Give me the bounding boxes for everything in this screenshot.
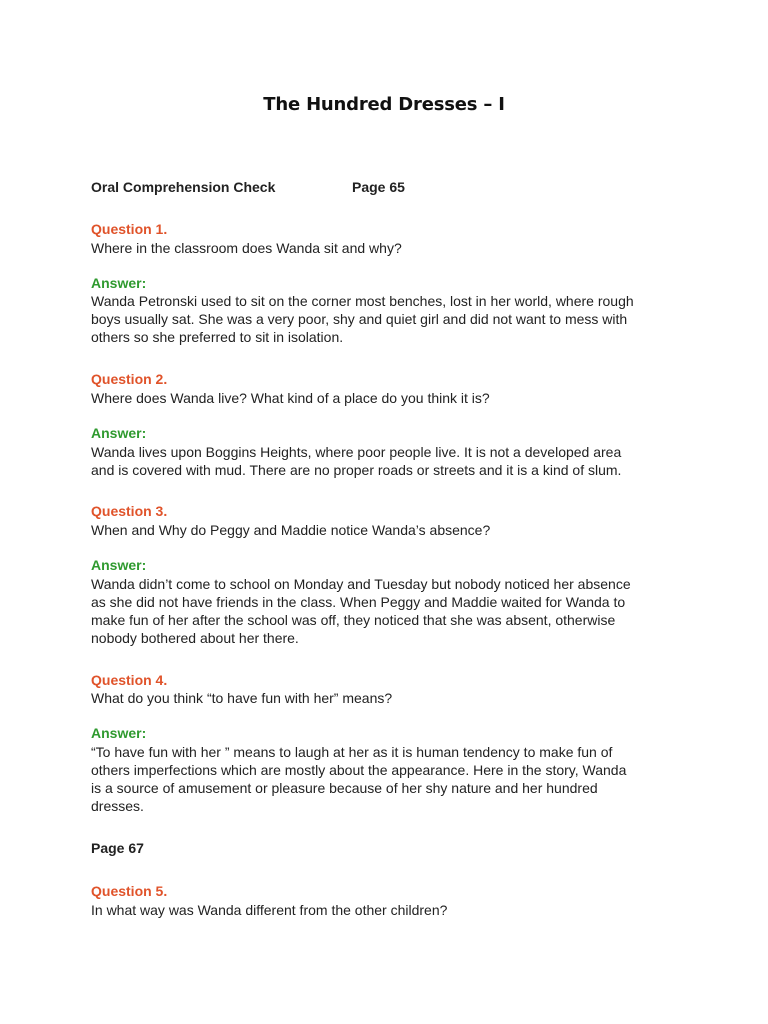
question-label: Question 5. [91,883,168,899]
answer-label: Answer: [91,425,147,441]
page-reference: Page 67 [91,840,144,856]
answer-text [91,443,681,479]
answer-label: Answer: [91,557,147,573]
question-label: Question 2. [91,371,168,387]
answer-line: boys usually sat. She was a very poor, shy and quiet girl and did not want to mess with [91,311,628,327]
answer-text [91,743,681,815]
answer-line: Wanda Petronski used to sit on the corner most benches, lost in her world, where rough [91,293,634,309]
answer-line: dresses. [91,798,144,814]
answer-line: as she did not have friends in the class. When Peggy and Maddie waited for Wanda to [91,594,626,610]
question-label: Question 4. [91,672,168,688]
answer-line: others imperfections which are mostly about the appearance. Here in the story, Wanda [91,762,627,778]
question-text: In what way was Wanda different from the other children? [91,902,448,918]
question-label: Question 3. [91,503,168,519]
question-label: Question 1. [91,221,168,237]
answer-text [91,292,681,346]
section-heading: Oral Comprehension Check [91,179,276,195]
answer-text [91,575,681,647]
answer-line: “To have fun with her ” means to laugh at her as it is human tendency to make fun of [91,744,613,760]
question-text: Where does Wanda live? What kind of a place do you think it is? [91,390,490,406]
answer-line: Wanda didn’t come to school on Monday and Tuesday but nobody noticed her absence [91,576,631,592]
answer-line: Wanda lives upon Boggins Heights, where poor people live. It is not a developed area [91,444,622,460]
question-text: What do you think “to have fun with her” means? [91,690,393,706]
answer-label: Answer: [91,275,147,291]
question-text: When and Why do Peggy and Maddie notice Wanda’s absence? [91,522,491,538]
document-title: The Hundred Dresses – I [263,94,505,115]
answer-line: make fun of her after the school was off, they noticed that she was absent, otherwise [91,612,616,628]
answer-line: is a source of amusement or pleasure because of her shy nature and her hundred [91,780,598,796]
page-reference: Page 65 [352,179,405,195]
answer-line: others so she preferred to sit in isolation. [91,329,344,345]
answer-line: nobody bothered about her there. [91,630,299,646]
answer-line: and is covered with mud. There are no proper roads or streets and it is a kind of slum. [91,462,622,478]
question-text: Where in the classroom does Wanda sit and why? [91,240,402,256]
answer-label: Answer: [91,725,147,741]
